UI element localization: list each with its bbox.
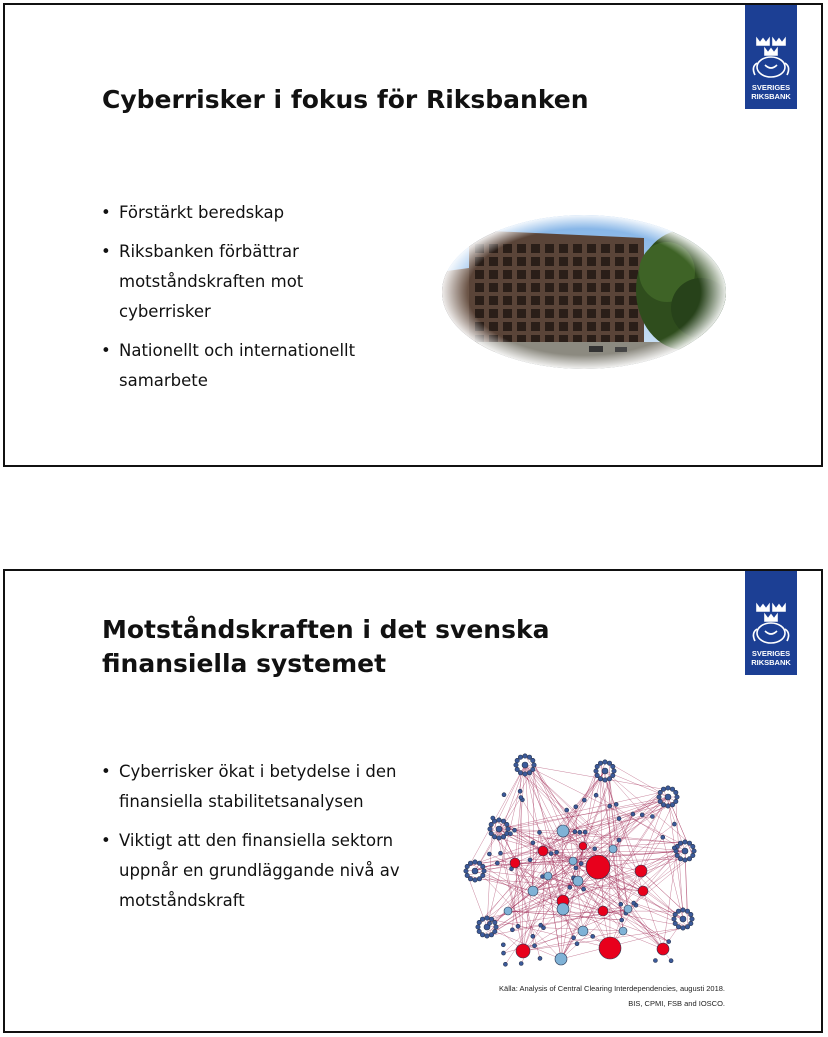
network-node (669, 959, 673, 963)
riksbank-building-photo (439, 212, 729, 372)
network-node (690, 917, 694, 921)
network-node (598, 906, 608, 916)
network-node (667, 940, 671, 944)
network-node (501, 943, 505, 947)
network-node (505, 822, 509, 826)
network-node (510, 858, 520, 868)
network-node (609, 845, 617, 853)
network-node (672, 846, 676, 850)
network-node (569, 857, 577, 865)
network-node (465, 873, 469, 877)
network-node (685, 925, 689, 929)
network-node (683, 840, 687, 844)
network-node (538, 830, 542, 834)
network-node (632, 901, 636, 905)
network-node (491, 816, 495, 820)
logo-text-line2: RIKSBANK (751, 658, 791, 667)
network-node (692, 849, 696, 853)
network-node (672, 917, 676, 921)
network-node (657, 795, 661, 799)
network-node (538, 956, 542, 960)
network-node (658, 799, 662, 803)
network-node (485, 934, 489, 938)
network-node (503, 962, 507, 966)
network-node (468, 861, 472, 865)
slide-2-title: Motståndskraften i det svenska finansiella systemet (102, 615, 550, 678)
network-node (532, 763, 536, 767)
network-node (482, 869, 486, 873)
network-node (675, 795, 679, 799)
network-node (682, 848, 688, 854)
network-node (480, 917, 484, 921)
network-node (514, 763, 518, 767)
network-node (518, 755, 522, 759)
network-node (620, 918, 624, 922)
network-node (527, 771, 531, 775)
network-node (531, 841, 535, 845)
network-node (502, 793, 506, 797)
network-node (653, 959, 657, 963)
network-node (619, 927, 627, 935)
logo-text-line1: SVERIGES (751, 649, 791, 658)
network-node (476, 925, 480, 929)
network-node (680, 916, 686, 922)
bullet-item: • Viktigt att den finansiella sektorn uppnår en grundläggande nivå av motståndskraft (101, 826, 421, 916)
network-node (573, 876, 583, 886)
network-node (515, 767, 519, 771)
network-node (591, 934, 595, 938)
network-node (635, 865, 647, 877)
network-node (661, 835, 665, 839)
network-node (631, 812, 635, 816)
network-node (572, 936, 576, 940)
network-node (487, 852, 491, 856)
network-node (672, 822, 676, 826)
network-node (586, 855, 610, 879)
slide-1-bullet-list (101, 198, 391, 405)
network-node (579, 862, 583, 866)
network-node (533, 944, 537, 948)
network-node (523, 754, 527, 758)
bullet-item: • Cyberrisker ökat i betydelse i den finansiella stabilitetsanalysen (101, 757, 421, 817)
network-node (497, 836, 501, 840)
network-node (555, 850, 559, 854)
network-node (549, 852, 553, 856)
slide-1-title: Cyberrisker i fokus för Riksbanken (102, 85, 589, 114)
logo-text-line2: RIKSBANK (751, 92, 791, 101)
network-node (519, 962, 523, 966)
network-node (488, 921, 492, 925)
network-node (531, 934, 535, 938)
network-node (568, 885, 572, 889)
slide-2-bullet-list (101, 757, 421, 925)
network-node (578, 926, 588, 936)
network-node (495, 861, 499, 865)
network-node (501, 835, 505, 839)
slide-2 (3, 569, 823, 1033)
network-node (499, 851, 503, 855)
network-node (681, 926, 685, 930)
network-node (557, 903, 569, 915)
network-node (689, 912, 693, 916)
network-node (464, 869, 468, 873)
network-node (602, 768, 608, 774)
network-node (489, 933, 493, 937)
network-node (666, 786, 670, 790)
network-node (603, 778, 607, 782)
network-node (531, 758, 535, 762)
network-node (575, 942, 579, 946)
logo-text-line1: SVERIGES (751, 83, 791, 92)
network-node (638, 886, 648, 896)
network-node (687, 857, 691, 861)
network-node (582, 887, 586, 891)
network-node (544, 872, 552, 880)
network-node (509, 832, 513, 836)
network-node (681, 908, 685, 912)
network-node (513, 828, 517, 832)
network-node (485, 916, 489, 920)
network-node (594, 793, 598, 797)
network-node (617, 817, 621, 821)
network-node (612, 769, 616, 773)
network-node (528, 886, 538, 896)
network-node (473, 860, 477, 864)
network-node (608, 804, 612, 808)
network-node (555, 953, 567, 965)
network-node (477, 929, 481, 933)
network-node (650, 815, 654, 819)
network-node (675, 853, 679, 857)
network-node (477, 877, 481, 881)
network-node (665, 794, 671, 800)
network-node (599, 937, 621, 959)
network-node (496, 826, 502, 832)
network-node (574, 805, 578, 809)
clearing-network-graph (463, 751, 703, 976)
crown-emblem-icon (745, 601, 797, 649)
source-line-2: BIS, CPMI, FSB and IOSCO. (628, 999, 725, 1008)
network-node (691, 844, 695, 848)
network-node (676, 909, 680, 913)
network-node (481, 864, 485, 868)
bullet-item: • Nationellt och internationellt samarbete (101, 336, 391, 396)
network-node (504, 907, 512, 915)
network-node (598, 761, 602, 765)
bullet-item: • Riksbanken förbättrar motståndskraften mot cyberrisker (101, 237, 391, 327)
network-node (538, 846, 548, 856)
network-node (594, 769, 598, 773)
network-node (516, 944, 530, 958)
network-node (607, 777, 611, 781)
riksbanken-logo (745, 5, 797, 109)
network-node (619, 902, 623, 906)
network-node (670, 803, 674, 807)
network-node (518, 789, 522, 793)
network-node (519, 796, 523, 800)
crown-emblem-icon (745, 35, 797, 83)
network-node (557, 825, 569, 837)
network-node (516, 924, 520, 928)
network-node (611, 764, 615, 768)
network-node (579, 842, 587, 850)
network-node (617, 838, 621, 842)
network-node (472, 868, 478, 874)
network-node (497, 818, 501, 822)
network-node (522, 762, 528, 768)
network-node (657, 943, 669, 955)
network-node (510, 928, 514, 932)
network-node (614, 802, 618, 806)
network-node (593, 847, 597, 851)
network-node (502, 951, 506, 955)
network-node (673, 921, 677, 925)
network-node (595, 773, 599, 777)
network-node (573, 830, 577, 834)
network-node (661, 787, 665, 791)
network-node (523, 772, 527, 776)
network-node (565, 808, 569, 812)
network-node (624, 905, 632, 913)
network-node (539, 923, 543, 927)
network-node (603, 760, 607, 764)
network-node (494, 925, 498, 929)
network-node (489, 831, 493, 835)
network-node (506, 827, 510, 831)
riksbanken-logo (745, 571, 797, 675)
network-node (666, 804, 670, 808)
source-line-1: Källa: Analysis of Central Clearing Interdependencies, augusti 2018. (499, 984, 725, 993)
bullet-item: • Förstärkt beredskap (101, 198, 391, 228)
network-node (583, 830, 587, 834)
network-node (473, 878, 477, 882)
slide-1 (3, 3, 823, 467)
network-node (674, 790, 678, 794)
network-node (488, 827, 492, 831)
network-node (578, 830, 582, 834)
network-node (640, 813, 644, 817)
network-node (528, 858, 532, 862)
network-node (582, 798, 586, 802)
network-node (683, 858, 687, 862)
source-note (499, 981, 725, 1011)
network-node (574, 866, 578, 870)
network-node (678, 841, 682, 845)
network-node (493, 920, 497, 924)
